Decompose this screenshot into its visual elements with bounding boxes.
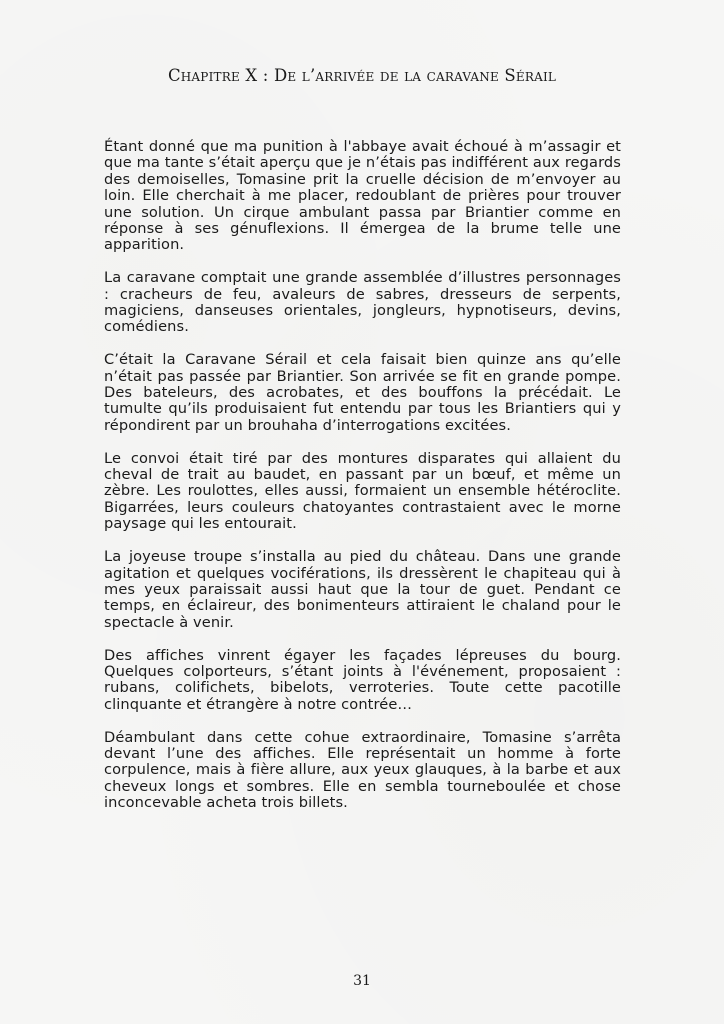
paragraph: C’était la Caravane Sérail et cela faisait bien quinze ans qu’elle n’était pas passée par Briantier. Son arrivée se fit en grande pompe. Des bateleurs, des acrobates, et des bouffons la précédait. Le tumulte qu’ils produisaient fut entendu par tous les Briantiers qui y répondirent par un brouhaha d’interrogations excitées. <box>104 351 621 434</box>
paragraph: Des affiches vinrent égayer les façades lépreuses du bourg. Quelques colporteurs, s’étant joints à l'événement, proposaient : rubans, colifichets, bibelots, verroteries. Toute cette pacotille clinquante et étrangère à notre contrée… <box>104 646 621 713</box>
paragraph: La caravane comptait une grande assemblée d’illustres personnages : cracheurs de feu, avaleurs de sabres, dresseurs de serpents, magiciens, danseuses orientales, jongleurs, hypnotiseurs, devins, comédiens. <box>104 269 621 336</box>
paragraph: Le convoi était tiré par des montures disparates qui allaient du cheval de trait au baudet, en passant par un bœuf, et même un zèbre. Les roulottes, elles aussi, formaient un ensemble hétéroclite. Bigarrées, leurs couleurs chatoyantes contrastaient avec le morne paysage qui les entourait. <box>104 449 621 533</box>
paragraph: Déambulant dans cette cohue extraordinaire, Tomasine s’arrêta devant l’une des affiches. Elle représentait un homme à forte corpulence, mais à fière allure, aux yeux glauques, à la barbe et aux cheveux longs et sombres. Elle en sembla tourneboulée et chose inconcevable acheta trois billets. <box>104 728 621 812</box>
paragraph: La joyeuse troupe s’installa au pied du château. Dans une grande agitation et quelques vociférations, ils dressèrent le chapiteau qui à mes yeux paraissait aussi haut que la tour de guet. Pendant ce temps, en éclaireur, des bonimenteurs attiraient le chaland pour le spectacle à venir. <box>104 548 621 631</box>
paragraph: Étant donné que ma punition à l'abbaye avait échoué à m’assagir et que ma tante s’était aperçu que je n’étais pas indifférent aux regards des demoiselles, Tomasine prit la cruelle décision de m’envoyer au loin. Elle cherchait à me placer, redoublant de prières pour trouver une solution. Un cirque ambulant passa par Briantier comme en réponse à ses génuflexions. Il émergea de la brume telle une apparition. <box>104 138 621 254</box>
chapter-title: Chapitre X : De l’arrivée de la caravane Sérail <box>167 66 557 85</box>
chapter-body <box>104 139 621 828</box>
page-number: 31 <box>353 973 371 989</box>
